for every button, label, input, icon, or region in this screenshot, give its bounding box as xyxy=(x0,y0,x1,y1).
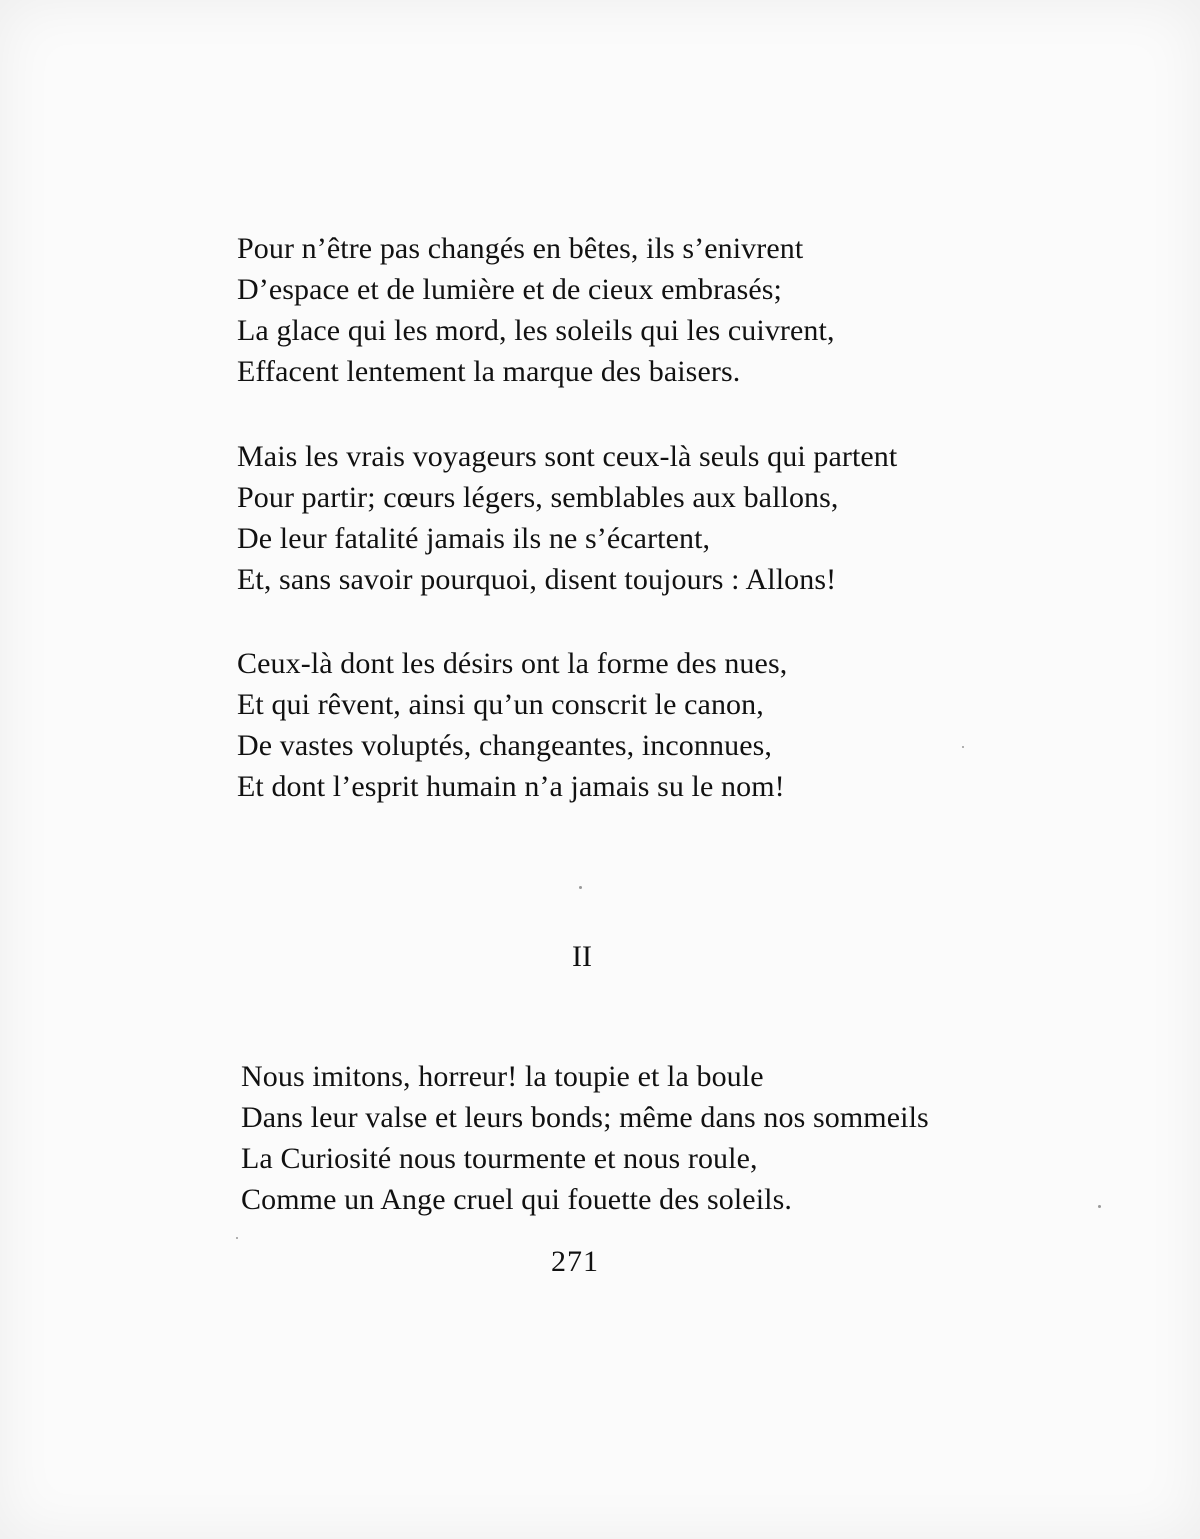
verse-line: Et, sans savoir pourquoi, disent toujours : Allons! xyxy=(237,563,837,596)
verse-line: Mais les vrais voyageurs sont ceux-là seuls qui partent xyxy=(237,440,898,473)
verse-line: D’espace et de lumière et de cieux embrasés; xyxy=(237,273,782,306)
verse-line: Pour partir; cœurs légers, semblables aux ballons, xyxy=(237,481,839,514)
verse-line: Et qui rêvent, ainsi qu’un conscrit le canon, xyxy=(237,688,764,721)
scan-speck xyxy=(1098,1205,1101,1208)
verse-line: De leur fatalité jamais ils ne s’écartent, xyxy=(237,522,711,555)
verse-line: Dans leur valse et leurs bonds; même dans nos sommeils xyxy=(241,1101,929,1134)
stanza-1 xyxy=(237,228,835,392)
verse-line: De vastes voluptés, changeantes, inconnues, xyxy=(237,729,772,762)
scan-speck xyxy=(962,746,964,748)
verse-line: La Curiosité nous tourmente et nous roule, xyxy=(241,1142,758,1175)
scan-speck xyxy=(579,886,582,889)
stanza-3 xyxy=(237,643,787,807)
verse-line: Ceux-là dont les désirs ont la forme des nues, xyxy=(237,647,788,680)
section-number: II xyxy=(572,940,592,973)
verse-line: Pour n’être pas changés en bêtes, ils s’enivrent xyxy=(237,232,804,265)
verse-line: Et dont l’esprit humain n’a jamais su le nom! xyxy=(237,770,785,803)
scan-speck xyxy=(236,1237,238,1239)
verse-line: Effacent lentement la marque des baisers. xyxy=(237,355,741,388)
page-number: 271 xyxy=(551,1245,599,1278)
stanza-2 xyxy=(237,436,897,600)
verse-line: Comme un Ange cruel qui fouette des soleils. xyxy=(241,1183,792,1216)
verse-line: La glace qui les mord, les soleils qui les cuivrent, xyxy=(237,314,835,347)
verse-line: Nous imitons, horreur! la toupie et la boule xyxy=(241,1060,764,1093)
stanza-4 xyxy=(241,1056,929,1220)
